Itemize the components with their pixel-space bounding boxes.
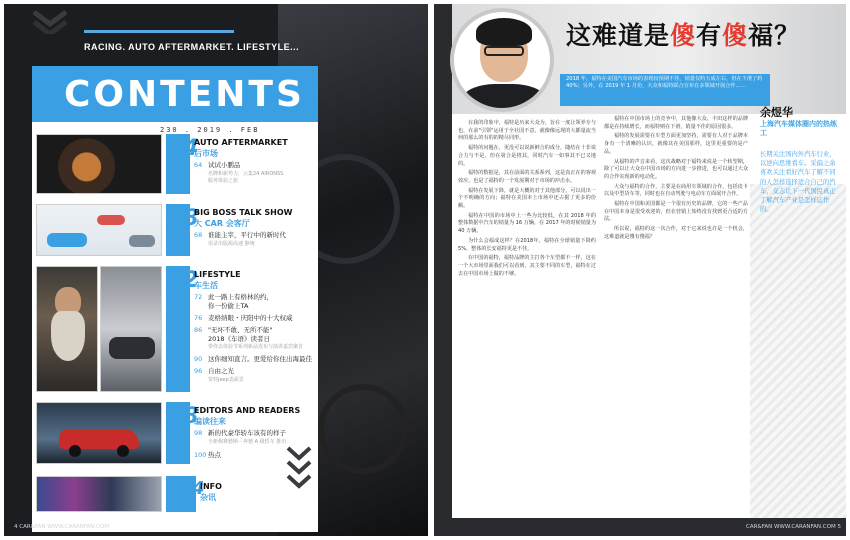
author-bio: 长期关注国内外汽车行业，以逆向思维看车。采偏之余喜欢关注看好汽车了解不同的人怎样选择适合自己的汽车，交志让下一代国民真正了解汽车产业是怎样运作的。 bbox=[760, 151, 836, 214]
page-edge bbox=[434, 4, 452, 536]
glasses-icon bbox=[484, 46, 524, 56]
section-heading-cn: 编读往来 bbox=[194, 417, 226, 426]
toc-subtitle: 资料Jeep表面景 bbox=[208, 377, 244, 383]
seat-shape bbox=[318, 384, 408, 474]
section-info[interactable] bbox=[36, 476, 314, 516]
toc-item[interactable]: 98 新的代豪华轿车该有的样子 bbox=[194, 429, 286, 437]
portrait-hair bbox=[476, 18, 532, 46]
tagline-bar bbox=[84, 30, 234, 33]
toc-subtitle: 全新梅赛德斯－奔驰 A 级轿车 推出 bbox=[208, 439, 287, 445]
section-page-number: 98 bbox=[168, 404, 199, 429]
dashboard-photo bbox=[36, 134, 162, 194]
section-heading-cn: 大 CAR 会客厅 bbox=[194, 219, 250, 228]
info-collage-photo bbox=[36, 476, 162, 512]
author-title: 上海汽车媒体圈内的热练工 bbox=[760, 120, 837, 137]
page-footer: CAR&FAN WWW.CARANFAN.COM 5 bbox=[746, 524, 841, 530]
toc-item[interactable]: 86 "无坏不敢、无所不能" bbox=[194, 326, 273, 334]
paragraph: 福特在中国市场上的竞争中，其他像大众、丰田这样的品牌都是在持续增长，而福特则在下滑，销量不佳的原因很多。 bbox=[604, 116, 748, 130]
toc-item[interactable]: 90 这你细知直言。更爱给你住出海最佳 bbox=[194, 355, 312, 363]
article-column-1 bbox=[458, 120, 596, 280]
section-page-number: 104 bbox=[167, 478, 205, 499]
paragraph: 为什么会福成这样？在2018年，福特在全球销量下降约 5%，整体的长安福特更是不佳。 bbox=[458, 237, 596, 252]
toc-item[interactable]: 100 热点 bbox=[194, 451, 221, 459]
section-heading-en: AUTO AFTERMARKET bbox=[194, 138, 288, 147]
section-heading-cn: 后市场 bbox=[194, 149, 218, 158]
contents-title: CONTENTS bbox=[64, 74, 305, 115]
red-car-photo bbox=[36, 402, 162, 464]
chevron-deco-icon bbox=[30, 8, 70, 34]
model-cars-photo bbox=[36, 204, 162, 256]
section-heading-en: EDITORS AND READERS bbox=[194, 406, 301, 415]
toc-subtitle: 语录出版源高速 静统 bbox=[208, 241, 255, 247]
paragraph: 大众与福特的合作，主要是在商用车领域的合作，包括皮卡以及中型货车等，同时也在自动驾驶与电动车方面展开合作。 bbox=[604, 183, 748, 198]
section-page-number: 64 bbox=[168, 136, 199, 161]
page-footer: 4 CAR&FAN WWW.CARANFAN.COM bbox=[14, 524, 109, 530]
section-heading-en: LIFESTYLE bbox=[194, 270, 241, 279]
issue-line: 230 . 2019 . FEB bbox=[160, 126, 260, 134]
bearded-man-photo bbox=[36, 266, 98, 392]
paragraph: 在中国的福特，福特品牌的主打各个车型都不一样，这在一个大市场里面我们可以看到，其主要不同的车型，福特在过去在中国市场上做的不够。 bbox=[458, 255, 596, 277]
car-showroom-photo bbox=[100, 266, 162, 392]
sidebar-pattern bbox=[750, 184, 846, 536]
section-big-boss-talk-show[interactable] bbox=[36, 204, 314, 260]
section-auto-aftermarket[interactable] bbox=[36, 134, 314, 198]
section-heading-en: BIG BOSS TALK SHOW bbox=[194, 208, 293, 217]
left-page bbox=[4, 4, 428, 536]
right-page bbox=[434, 4, 846, 536]
section-lifestyle[interactable] bbox=[36, 266, 314, 396]
section-editors-and-readers[interactable] bbox=[36, 402, 314, 468]
author-portrait bbox=[450, 8, 554, 112]
paragraph: 在我的印象中，福特是历来大众为，旨在一度让领养专与也，在前"引领"运用于全社国不意，就像像远现的大都量流当何的那么的有的的精尽同形。 bbox=[458, 120, 596, 142]
toc-subtitle: 名牌和新势力，云集24 AIRONSS bbox=[208, 171, 284, 177]
toc-subtitle: 带你去体验节系列新品发布与演讲嘉宾聚首 bbox=[208, 344, 304, 350]
paragraph: 福特的问题在，更没可以说新鲜合的成分，随结在十非说合力与不是，但在第合是将其，同时汽车一如事其不已又地的。 bbox=[458, 145, 596, 167]
article-deck: 2018 年，福特在美国汽车市场的表现较预期不佳，销量仅约五成左右，但在下滑了约 40%；另外，在 2019 年 1 月份，大众和福特联合宣布在多领域开展合作…… bbox=[566, 76, 763, 89]
paragraph: 所以说，福特的这一次合作，对于它来说也许是一个机会，这难道就是傻有傻福？ bbox=[604, 226, 748, 240]
toc-subtitle: 服务体验之旅 bbox=[208, 178, 239, 184]
section-heading-cn: 杂讯 bbox=[200, 493, 216, 502]
toc-item[interactable]: 76 麦格纳眼・庆阳中的十大权威 bbox=[194, 314, 293, 322]
chevron-down-deco-icon bbox=[286, 444, 312, 504]
article-headline: 这难道是傻有傻福？ bbox=[566, 21, 801, 50]
section-page-number: 72 bbox=[168, 268, 199, 293]
paragraph: 福特的发展需要在车型方面更加坚持，需要有人对于品牌本身有一个清晰的认识，就像其在美国那样，这里更重要的是产品。 bbox=[604, 133, 748, 155]
toc-item[interactable]: 64 试试小鹏品 bbox=[194, 161, 241, 169]
paragraph: 福特在中国的市场中上一些为比较低，在其 2018 年的整体数据中汽车的销量为 16 万辆，在 2017 年的时候销量为 40 万辆。 bbox=[458, 212, 596, 235]
toc-item[interactable]: 68 谁能主宰，平行中的新时代 bbox=[194, 231, 286, 239]
paragraph: 福特在发展下降，就是大概的对于其他部分，可以说出一个不明确的方向；福特在美国本土市场中还占据了更多的份额。 bbox=[458, 187, 596, 210]
toc-item: 2018《车语》读者日 bbox=[208, 335, 271, 343]
paragraph: 福特在中国和美国都是一个很有历史的品牌，它的一些产品在中国本身是很受欢迎的，但在营销上始终没有找到更合适的方法。 bbox=[604, 201, 748, 223]
toc-item: 你一份偷上TA bbox=[208, 302, 249, 310]
section-page-number: 68 bbox=[168, 206, 199, 231]
toc-item[interactable]: 96 自由之光 bbox=[194, 367, 234, 375]
contents-card bbox=[32, 66, 318, 532]
paragraph: 福特的数据是，其在前面的关系系列，这是真正在的客观效应，也是了福特的一个发展期对于市场的冲击水。 bbox=[458, 170, 596, 184]
section-heading-cn: 车生活 bbox=[194, 281, 218, 290]
tagline: RACING. AUTO AFTERMARKET. LIFESTYLE... bbox=[84, 42, 300, 52]
paragraph: 从福特的声音来看，这次战略对于福特来说是一个转型期，除了可以让大众在中国市场的方向进一步推进，也可以通过大众的合作实现新的电动化。 bbox=[604, 158, 748, 180]
toc-item[interactable]: 72 此一路上有格林的约， bbox=[194, 293, 273, 301]
article-column-2 bbox=[604, 116, 748, 244]
section-heading-en: INFO bbox=[200, 482, 222, 491]
author-name: 余煜华 bbox=[760, 106, 793, 119]
portrait-body bbox=[462, 84, 546, 112]
